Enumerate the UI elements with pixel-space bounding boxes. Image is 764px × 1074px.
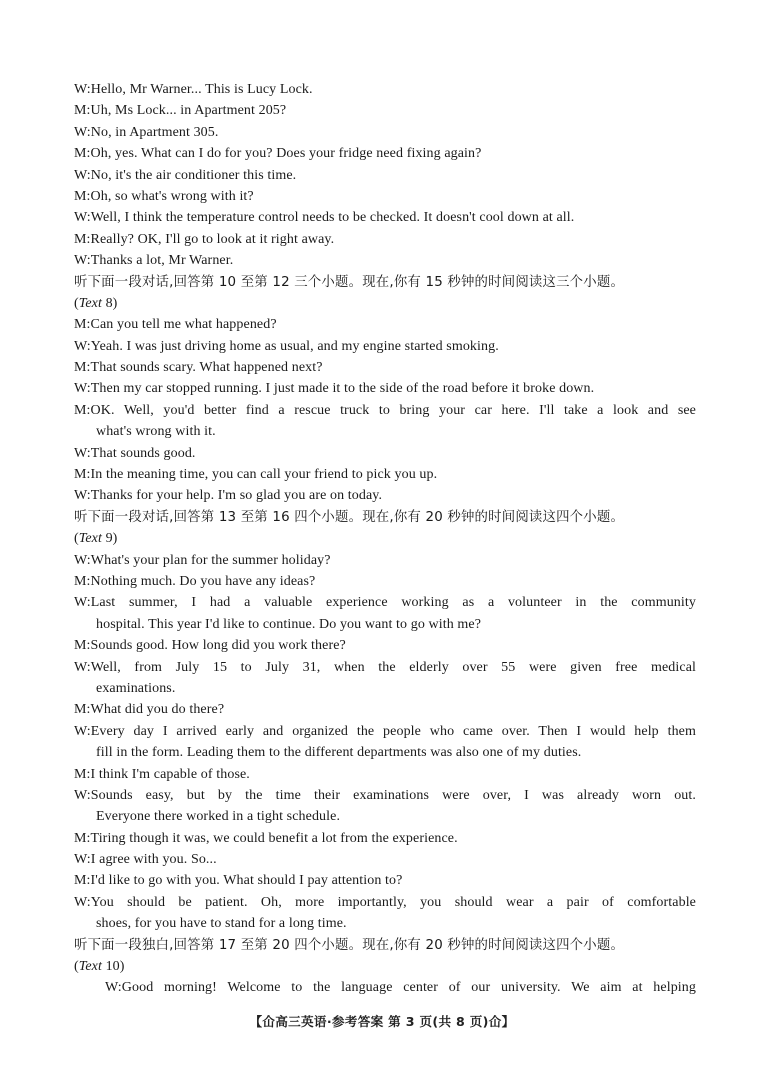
dialogue-line: W:Then my car stopped running. I just made it to the side of the road before it broke down. — [74, 381, 595, 397]
dialogue-continuation: shoes, for you have to stand for a long time. — [96, 916, 347, 932]
document-body — [74, 79, 696, 999]
dialogue-line: M:Can you tell me what happened? — [74, 317, 277, 333]
text-label-word: Text — [78, 531, 102, 547]
dialogue-line: W:Yeah. I was just driving home as usual, and my engine started smoking. — [74, 338, 499, 354]
monologue-line: W:Good morning! Welcome to the language center of our university. We aim at helping — [105, 980, 696, 996]
dialogue-line: M:Really? OK, I'll go to look at it right away. — [74, 231, 335, 247]
dialogue-line: M:In the meaning time, you can call your friend to pick you up. — [74, 467, 438, 483]
dialogue-line: W:Sounds easy, but by the time their examinations were over, I was already worn out. — [74, 787, 696, 803]
section-instruction: 听下面一段对话,回答第 10 至第 12 三个小题。现在,你有 15 秒钟的时间阅读这三个小题。 — [74, 274, 625, 290]
dialogue-line: M:Nothing much. Do you have any ideas? — [74, 573, 316, 589]
dialogue-line: W:Every day I arrived early and organized the people who came over. Then I would help them — [74, 723, 696, 739]
dialogue-line: W:No, in Apartment 305. — [74, 124, 219, 140]
page-footer: 【仚高三英语·参考答案 第 3 页(共 8 页)仚】 — [249, 1014, 515, 1029]
dialogue-line: W:That sounds good. — [74, 445, 196, 461]
dialogue-continuation: hospital. This year I'd like to continue. Do you want to go with me? — [96, 616, 482, 632]
dialogue-continuation: Everyone there worked in a tight schedule. — [96, 809, 341, 825]
dialogue-continuation: examinations. — [96, 680, 176, 696]
dialogue-line: W:Hello, Mr Warner... This is Lucy Lock. — [74, 82, 313, 97]
dialogue-line: W:You should be patient. Oh, more importantly, you should wear a pair of comfortable — [74, 894, 696, 910]
dialogue-line: W:I agree with you. So... — [74, 852, 217, 868]
text-label: (Text 8) — [74, 295, 118, 311]
dialogue-line: M:That sounds scary. What happened next? — [74, 360, 323, 376]
dialogue-line: W:Well, I think the temperature control needs to be checked. It doesn't cool down at all. — [74, 210, 575, 226]
dialogue-line: M:Oh, yes. What can I do for you? Does your fridge need fixing again? — [74, 146, 482, 162]
dialogue-line: W:Well, from July 15 to July 31, when the elderly over 55 were given free medical — [74, 659, 696, 675]
dialogue-line: M:Uh, Ms Lock... in Apartment 205? — [74, 103, 287, 119]
text-label: (Text 9) — [74, 531, 118, 547]
dialogue-line: M:I think I'm capable of those. — [74, 766, 250, 782]
dialogue-continuation: fill in the form. Leading them to the different departments was also one of my duties. — [96, 745, 582, 761]
dialogue-line: M:Tiring though it was, we could benefit a lot from the experience. — [74, 830, 458, 846]
dialogue-line: M:Sounds good. How long did you work there? — [74, 638, 346, 654]
dialogue-line: W:What's your plan for the summer holiday? — [74, 552, 331, 568]
section-instruction: 听下面一段独白,回答第 17 至第 20 四个小题。现在,你有 20 秒钟的时间阅读这四个小题。 — [74, 937, 625, 953]
dialogue-line: M:OK. Well, you'd better find a rescue truck to bring your car here. I'll take a look and see — [74, 402, 696, 418]
text-label: (Text 10) — [74, 959, 125, 975]
dialogue-line: M:What did you do there? — [74, 702, 225, 718]
dialogue-line: W:No, it's the air conditioner this time. — [74, 167, 297, 183]
text-label-word: Text — [78, 295, 102, 311]
dialogue-line: W:Thanks a lot, Mr Warner. — [74, 253, 234, 269]
text-label-word: Text — [78, 959, 102, 975]
dialogue-line: M:I'd like to go with you. What should I pay attention to? — [74, 873, 403, 889]
dialogue-line: W:Thanks for your help. I'm so glad you are on today. — [74, 488, 383, 504]
dialogue-continuation: what's wrong with it. — [96, 424, 216, 440]
section-instruction: 听下面一段对话,回答第 13 至第 16 四个小题。现在,你有 20 秒钟的时间阅读这四个小题。 — [74, 509, 625, 525]
dialogue-line: W:Last summer, I had a valuable experience working as a volunteer in the community — [74, 595, 696, 611]
dialogue-line: M:Oh, so what's wrong with it? — [74, 188, 254, 204]
